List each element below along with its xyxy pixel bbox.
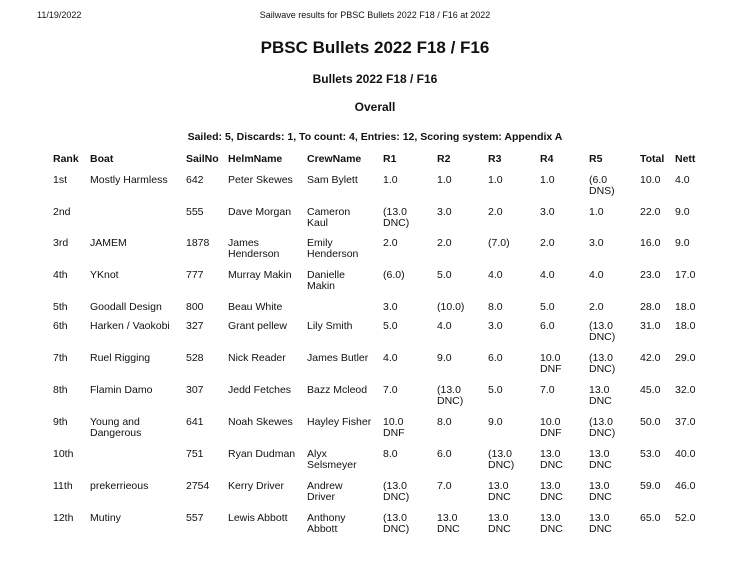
cell-nett: 32.0 (675, 384, 696, 396)
cell-r5: (13.0 DNC) (589, 352, 616, 375)
cell-helmname: Lewis Abbott (228, 512, 288, 524)
cell-nett: 17.0 (675, 269, 696, 281)
cell-sailno: 528 (186, 352, 204, 364)
table-header-row (0, 154, 750, 168)
cell-crewname: Bazz Mcleod (307, 384, 368, 396)
cell-r4: 5.0 (540, 301, 555, 313)
cell-crewname: Andrew Driver (307, 480, 343, 503)
cell-sailno: 557 (186, 512, 204, 524)
cell-r3: 13.0 DNC (488, 480, 511, 503)
cell-nett: 18.0 (675, 301, 696, 313)
cell-rank: 6th (53, 320, 68, 332)
cell-r1: 10.0 DNF (383, 416, 405, 439)
col-header-total: Total (640, 153, 665, 165)
cell-sailno: 800 (186, 301, 204, 313)
cell-total: 23.0 (640, 269, 661, 281)
cell-rank: 11th (53, 480, 73, 492)
cell-boat: prekerrieous (90, 480, 149, 492)
cell-sailno: 641 (186, 416, 204, 428)
cell-nett: 37.0 (675, 416, 696, 428)
cell-helmname: Ryan Dudman (228, 448, 296, 460)
page-title: PBSC Bullets 2022 F18 / F16 (260, 38, 490, 57)
col-header-crewname: CrewName (307, 153, 362, 165)
col-header-rank: Rank (53, 153, 79, 165)
cell-r3: 1.0 (488, 174, 503, 186)
cell-helmname: Kerry Driver (228, 480, 285, 492)
cell-crewname: Danielle Makin (307, 269, 345, 292)
cell-crewname: Sam Bylett (307, 174, 358, 186)
cell-boat: Mostly Harmless (90, 174, 168, 186)
cell-crewname: Emily Henderson (307, 237, 359, 260)
cell-helmname: Jedd Fetches (228, 384, 292, 396)
cell-r5: (13.0 DNC) (589, 416, 616, 439)
cell-nett: 29.0 (675, 352, 696, 364)
cell-r4: 1.0 (540, 174, 555, 186)
cell-boat: Harken / Vaokobi (90, 320, 170, 332)
cell-r3: 13.0 DNC (488, 512, 511, 535)
col-header-r3: R3 (488, 153, 502, 165)
cell-r1: 7.0 (383, 384, 398, 396)
cell-r5: 13.0 DNC (589, 448, 612, 471)
cell-helmname: Peter Skewes (228, 174, 293, 186)
event-subtitle: Bullets 2022 F18 / F16 (312, 72, 438, 86)
cell-total: 16.0 (640, 237, 661, 249)
cell-r1: (13.0 DNC) (383, 206, 410, 229)
cell-total: 59.0 (640, 480, 661, 492)
cell-sailno: 555 (186, 206, 204, 218)
cell-sailno: 777 (186, 269, 204, 281)
cell-rank: 1st (53, 174, 68, 186)
cell-rank: 12th (53, 512, 74, 524)
cell-r4: 10.0 DNF (540, 352, 562, 375)
cell-r1: 1.0 (383, 174, 398, 186)
cell-nett: 46.0 (675, 480, 696, 492)
cell-nett: 40.0 (675, 448, 696, 460)
cell-r2: 9.0 (437, 352, 452, 364)
cell-r1: (13.0 DNC) (383, 480, 410, 503)
cell-nett: 4.0 (675, 174, 690, 186)
cell-crewname: James Butler (307, 352, 369, 364)
cell-helmname: Noah Skewes (228, 416, 293, 428)
cell-rank: 10th (53, 448, 74, 460)
cell-r1: 4.0 (383, 352, 398, 364)
cell-r4: 7.0 (540, 384, 555, 396)
cell-crewname: Lily Smith (307, 320, 353, 332)
cell-r2: 7.0 (437, 480, 452, 492)
cell-rank: 5th (53, 301, 68, 313)
col-header-r1: R1 (383, 153, 397, 165)
cell-r2: 8.0 (437, 416, 452, 428)
cell-r1: 3.0 (383, 301, 398, 313)
cell-rank: 8th (53, 384, 68, 396)
cell-crewname: Cameron Kaul (307, 206, 351, 229)
cell-r5: 13.0 DNC (589, 480, 612, 503)
cell-r3: (13.0 DNC) (488, 448, 515, 471)
cell-r1: (13.0 DNC) (383, 512, 410, 535)
cell-boat: Ruel Rigging (90, 352, 151, 364)
cell-crewname: Anthony Abbott (307, 512, 346, 535)
scoring-summary: Sailed: 5, Discards: 1, To count: 4, Entries: 12, Scoring system: Appendix A (187, 131, 563, 143)
cell-r4: 3.0 (540, 206, 555, 218)
cell-sailno: 1878 (186, 237, 210, 249)
cell-sailno: 327 (186, 320, 204, 332)
cell-r1: 8.0 (383, 448, 398, 460)
cell-r5: (6.0 DNS) (589, 174, 615, 197)
cell-r4: 13.0 DNC (540, 448, 563, 471)
cell-r3: 9.0 (488, 416, 503, 428)
cell-r2: 3.0 (437, 206, 452, 218)
cell-total: 50.0 (640, 416, 661, 428)
cell-r3: (7.0) (488, 237, 510, 249)
cell-r4: 6.0 (540, 320, 555, 332)
cell-boat: Mutiny (90, 512, 121, 524)
cell-r2: 2.0 (437, 237, 452, 249)
cell-nett: 52.0 (675, 512, 696, 524)
cell-r3: 2.0 (488, 206, 503, 218)
cell-sailno: 307 (186, 384, 204, 396)
cell-helmname: James Henderson (228, 237, 280, 260)
cell-r4: 4.0 (540, 269, 555, 281)
cell-nett: 9.0 (675, 206, 690, 218)
cell-rank: 3rd (53, 237, 69, 249)
col-header-sailno: SailNo (186, 153, 219, 165)
cell-crewname: Alyx Selsmeyer (307, 448, 357, 471)
cell-boat: YKnot (90, 269, 119, 281)
cell-nett: 9.0 (675, 237, 690, 249)
cell-r4: 13.0 DNC (540, 512, 563, 535)
cell-total: 28.0 (640, 301, 661, 313)
cell-sailno: 751 (186, 448, 204, 460)
cell-r4: 2.0 (540, 237, 555, 249)
cell-total: 65.0 (640, 512, 661, 524)
cell-sailno: 2754 (186, 480, 210, 492)
cell-total: 31.0 (640, 320, 661, 332)
cell-r1: (6.0) (383, 269, 405, 281)
cell-rank: 9th (53, 416, 68, 428)
cell-r2: (10.0) (437, 301, 465, 313)
cell-r2: 6.0 (437, 448, 452, 460)
cell-boat: JAMEM (90, 237, 127, 249)
cell-helmname: Murray Makin (228, 269, 292, 281)
cell-total: 45.0 (640, 384, 661, 396)
cell-r3: 4.0 (488, 269, 503, 281)
print-header-title: Sailwave results for PBSC Bullets 2022 F18 / F16 at 2022 (259, 10, 491, 20)
cell-total: 10.0 (640, 174, 661, 186)
section-heading: Overall (354, 100, 396, 114)
cell-r5: 13.0 DNC (589, 512, 612, 535)
col-header-nett: Nett (675, 153, 696, 165)
cell-helmname: Nick Reader (228, 352, 286, 364)
cell-r5: 1.0 (589, 206, 604, 218)
cell-r2: 5.0 (437, 269, 452, 281)
cell-r3: 3.0 (488, 320, 503, 332)
cell-total: 53.0 (640, 448, 661, 460)
cell-r1: 2.0 (383, 237, 398, 249)
cell-r4: 13.0 DNC (540, 480, 563, 503)
cell-helmname: Grant pellew (228, 320, 287, 332)
col-header-r2: R2 (437, 153, 451, 165)
cell-r4: 10.0 DNF (540, 416, 562, 439)
cell-rank: 7th (53, 352, 68, 364)
col-header-r4: R4 (540, 153, 554, 165)
cell-helmname: Dave Morgan (228, 206, 292, 218)
cell-r3: 5.0 (488, 384, 503, 396)
cell-r2: (13.0 DNC) (437, 384, 464, 407)
cell-total: 22.0 (640, 206, 661, 218)
col-header-boat: Boat (90, 153, 114, 165)
print-date: 11/19/2022 (37, 10, 82, 20)
cell-rank: 4th (53, 269, 68, 281)
cell-r5: 4.0 (589, 269, 604, 281)
cell-nett: 18.0 (675, 320, 696, 332)
cell-boat: Young and Dangerous (90, 416, 142, 439)
cell-r1: 5.0 (383, 320, 398, 332)
cell-r2: 1.0 (437, 174, 452, 186)
cell-r2: 13.0 DNC (437, 512, 460, 535)
cell-r5: 13.0 DNC (589, 384, 612, 407)
cell-boat: Goodall Design (90, 301, 162, 313)
cell-r2: 4.0 (437, 320, 452, 332)
cell-rank: 2nd (53, 206, 71, 218)
cell-sailno: 642 (186, 174, 204, 186)
cell-r5: (13.0 DNC) (589, 320, 616, 343)
col-header-helmname: HelmName (228, 153, 283, 165)
cell-helmname: Beau White (228, 301, 283, 313)
cell-r5: 2.0 (589, 301, 604, 313)
cell-r3: 8.0 (488, 301, 503, 313)
col-header-r5: R5 (589, 153, 603, 165)
cell-r5: 3.0 (589, 237, 604, 249)
cell-boat: Flamin Damo (90, 384, 153, 396)
cell-r3: 6.0 (488, 352, 503, 364)
cell-total: 42.0 (640, 352, 661, 364)
cell-crewname: Hayley Fisher (307, 416, 372, 428)
